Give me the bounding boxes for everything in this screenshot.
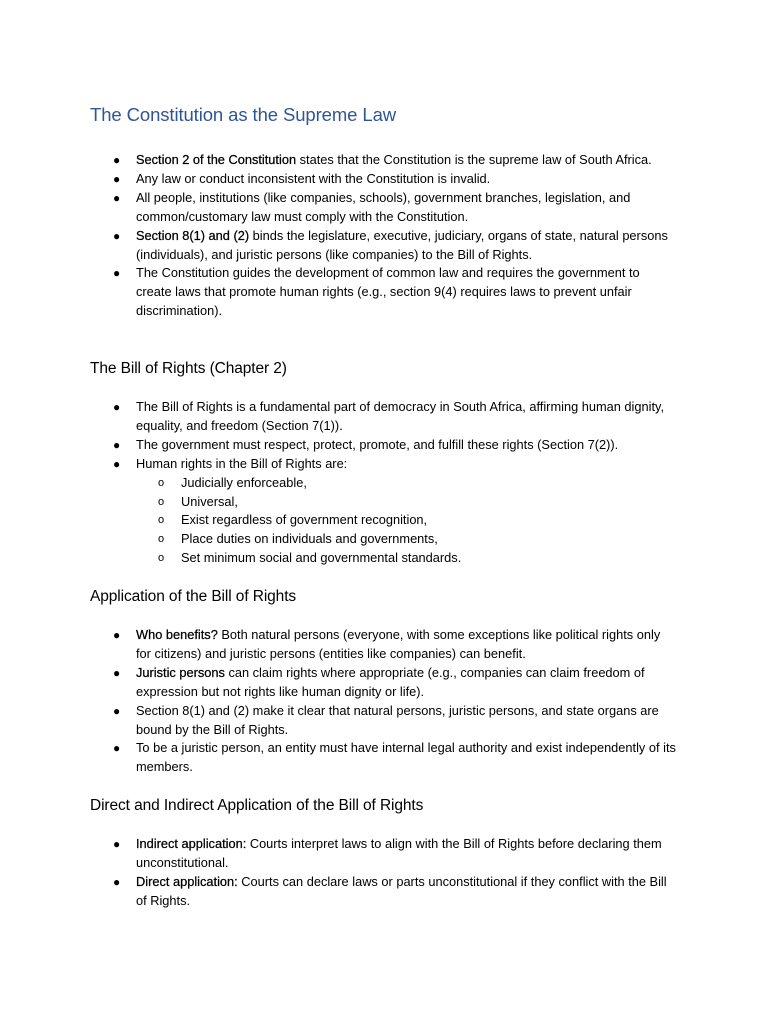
bullet-icon: ● <box>113 171 121 186</box>
sub-list-item: o Set minimum social and governmental standards. <box>136 549 700 568</box>
bullet-icon: ● <box>113 703 121 718</box>
list-item: ● Any law or conduct inconsistent with the Constitution is invalid. <box>0 170 700 189</box>
bullet-icon: ● <box>113 228 121 243</box>
bullet-icon: ● <box>113 190 121 205</box>
bullet-icon: ● <box>113 665 121 680</box>
bullet-icon: ● <box>113 456 121 471</box>
bullet-icon: ● <box>113 400 121 414</box>
list-item: ● Direct application: Courts can declare laws or parts unconstitutional if they conflict with the Bill of Rights. <box>113 873 667 908</box>
list-item: ● Section 8(1) and (2) binds the legislature, executive, judiciary, organs of state, natural persons (individuals), and juristic persons (like companies) to the Bill of Rights. <box>113 227 668 262</box>
circle-bullet-icon: o <box>158 533 165 546</box>
bullet-icon: ● <box>113 153 121 167</box>
list-item: ● The Bill of Rights is a fundamental part of democracy in South Africa, affirming human dignity, equality, and freedom (Section 7(1)). <box>113 399 665 433</box>
section-heading-application: Application of the Bill of Rights <box>90 588 297 605</box>
circle-bullet-icon: o <box>158 552 165 565</box>
bullet-icon: ● <box>113 628 121 642</box>
bill-of-rights-list <box>0 398 700 568</box>
bullet-icon: ● <box>113 741 121 756</box>
section-heading-direct-indirect: Direct and Indirect Application of the Bill of Rights <box>90 797 424 814</box>
sub-list-item: o Exist regardless of government recognition, <box>136 511 700 530</box>
list-item: ● Section 8(1) and (2) make it clear that natural persons, juristic persons, and state organs are bound by the Bill of Rights. <box>113 702 659 737</box>
bullet-icon: ● <box>113 874 121 889</box>
direct-indirect-list <box>0 835 700 911</box>
list-item: ● All people, institutions (like companies, schools), government branches, legislation, and common/customary law must comply with the Constitution. <box>113 189 631 224</box>
page-title: The Constitution as the Supreme Law <box>90 104 397 125</box>
supreme-law-list <box>0 151 700 321</box>
list-item: ● To be a juristic person, an entity must have internal legal authority and exist independently of its members. <box>113 740 676 775</box>
list-item: ● The Constitution guides the development of common law and requires the government to create laws that promote human rights (e.g., section 9(4) requires laws to prevent unfair discrimination). <box>113 265 640 319</box>
application-list <box>0 626 700 777</box>
list-item: ● Human rights in the Bill of Rights are: o Judicially enforceable, o Universal, o Exist regardless of government recognition, o Place duties on individuals and governments, o Set minimum social and governmental standards. <box>0 455 700 568</box>
sub-list-item: o Judicially enforceable, <box>136 474 700 493</box>
sub-list-item: o Universal, <box>136 493 700 512</box>
sub-list-item: o Place duties on individuals and governments, <box>136 530 700 549</box>
rights-characteristics-list <box>136 474 700 569</box>
section-heading-bill-of-rights: The Bill of Rights (Chapter 2) <box>90 360 287 377</box>
list-item: ● The government must respect, protect, promote, and fulfill these rights (Section 7(2)). <box>0 436 700 455</box>
list-item: ● Juristic persons can claim rights where appropriate (e.g., companies can claim freedom of expression but not rights like human dignity or life). <box>113 664 645 699</box>
circle-bullet-icon: o <box>158 514 165 527</box>
circle-bullet-icon: o <box>158 476 165 489</box>
bullet-icon: ● <box>113 837 121 851</box>
list-item: ● Section 2 of the Constitution states that the Constitution is the supreme law of South Africa. <box>0 151 700 170</box>
list-item: ● Indirect application: Courts interpret laws to align with the Bill of Rights before declaring them unconstitutional. <box>113 836 662 870</box>
circle-bullet-icon: o <box>158 495 165 508</box>
bullet-icon: ● <box>113 437 121 452</box>
list-item: ● Who benefits? Both natural persons (everyone, with some exceptions like political rights only for citizens) and juristic persons (entities like companies) can benefit. <box>113 627 661 661</box>
bullet-icon: ● <box>113 266 121 281</box>
